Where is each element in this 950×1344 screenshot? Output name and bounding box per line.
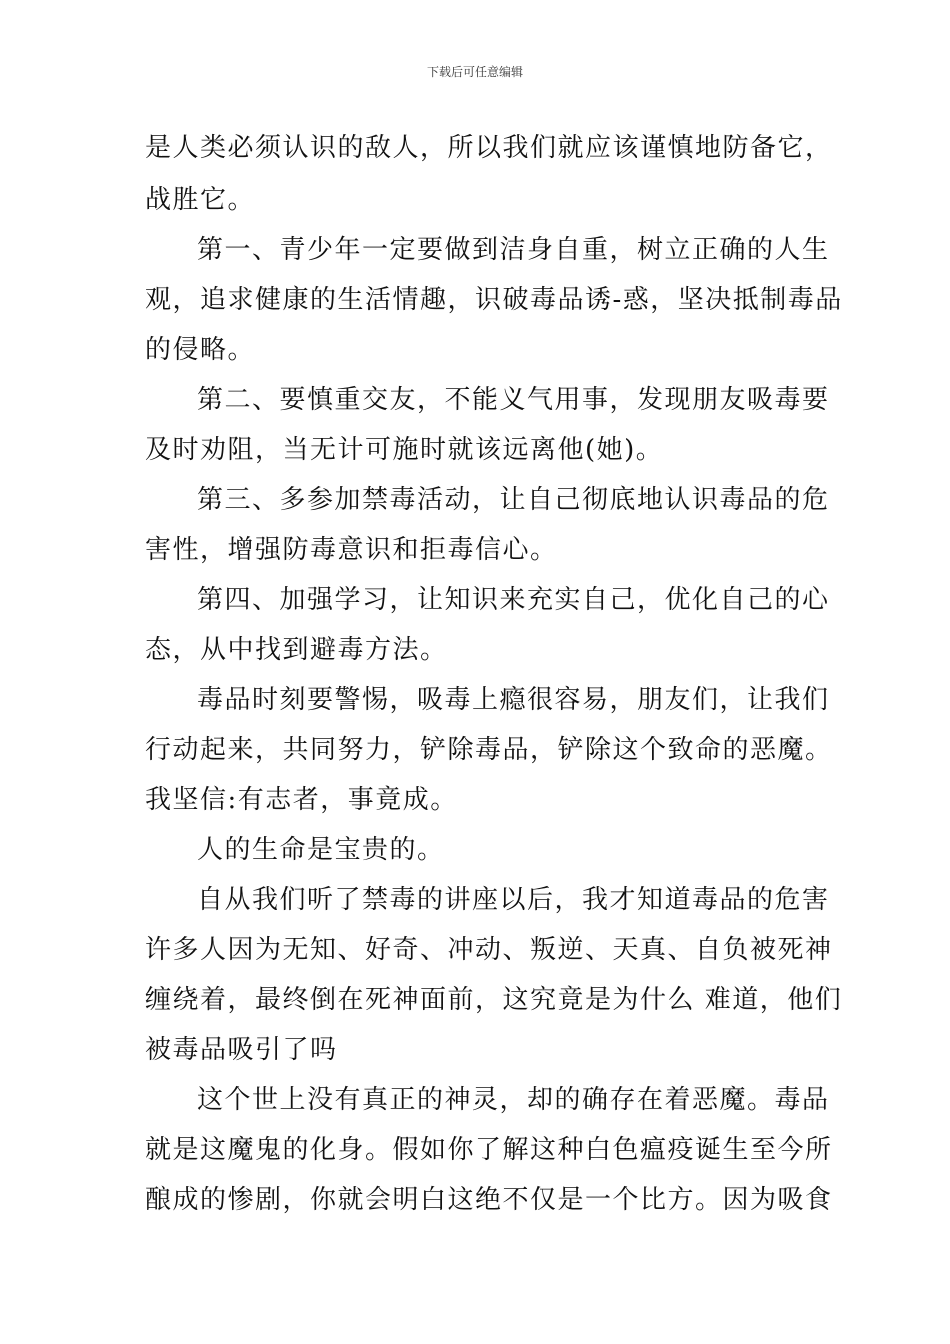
text-line: 缠绕着，最终倒在死神面前，这究竟是为什么 难道，他们 xyxy=(145,985,843,1015)
text-line: 被毒品吸引了吗 xyxy=(145,1035,338,1065)
page-header: 下载后可任意编辑 xyxy=(426,65,523,79)
paragraph-first-line: 毒品时刻要警惕，吸毒上瘾很容易，朋友们，让我们 xyxy=(197,685,830,715)
paragraph-first-line: 自从我们听了禁毒的讲座以后，我才知道毒品的危害 xyxy=(197,885,830,915)
paragraph-first-line: 人的生命是宝贵的。 xyxy=(197,835,445,865)
text-line: 及时劝阻，当无计可施时就该远离他(她)。 xyxy=(145,435,664,465)
text-line: 行动起来，共同努力，铲除毒品，铲除这个致命的恶魔。 xyxy=(145,735,833,765)
text-line: 是人类必须认识的敌人，所以我们就应该谨慎地防备它， xyxy=(145,133,833,163)
text-line: 的侵略。 xyxy=(145,335,256,365)
paragraph-first-line: 第三、多参加禁毒活动，让自己彻底地认识毒品的危 xyxy=(197,485,830,515)
text-line: 酿成的惨剧，你就会明白这绝不仅是一个比方。因为吸食 xyxy=(145,1185,833,1215)
text-line: 观，追求健康的生活情趣，识破毒品诱-惑，坚决抵制毒品 xyxy=(145,285,843,315)
paragraph-first-line: 这个世上没有真正的神灵，却的确存在着恶魔。毒品 xyxy=(197,1085,830,1115)
paragraph-first-line: 第二、要慎重交友，不能义气用事，发现朋友吸毒要 xyxy=(197,385,830,415)
text-line: 态，从中找到避毒方法。 xyxy=(145,635,448,665)
paragraph-first-line: 第一、青少年一定要做到洁身自重，树立正确的人生 xyxy=(197,235,830,265)
text-line: 我坚信:有志者，事竟成。 xyxy=(145,785,458,815)
paragraph-first-line: 第四、加强学习，让知识来充实自己，优化自己的心 xyxy=(197,585,830,615)
text-line: 许多人因为无知、好奇、冲动、叛逆、天真、自负被死神 xyxy=(145,935,833,965)
text-line: 害性，增强防毒意识和拒毒信心。 xyxy=(145,535,558,565)
text-line: 就是这魔鬼的化身。假如你了解这种白色瘟疫诞生至今所 xyxy=(145,1135,833,1165)
text-line: 战胜它。 xyxy=(145,185,256,215)
